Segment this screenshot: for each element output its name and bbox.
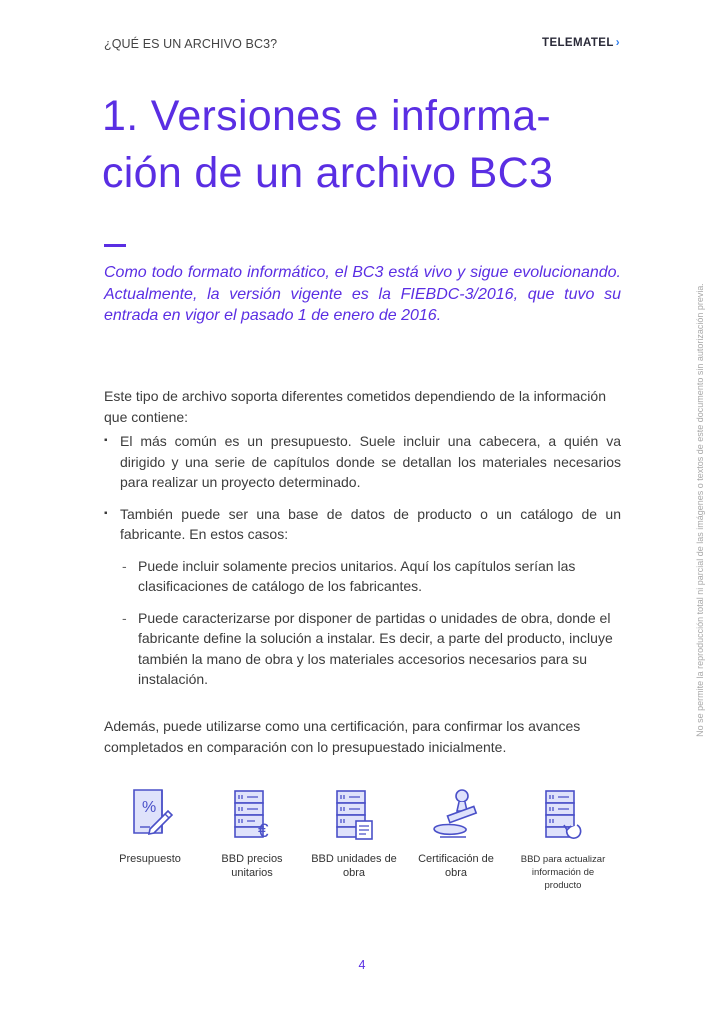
icon-label: BBD unidades de obra bbox=[311, 853, 397, 879]
budget-percent-icon bbox=[120, 785, 180, 845]
svg-text:%: % bbox=[142, 799, 157, 816]
page-title-line2: ción de un archivo BC3 bbox=[102, 149, 554, 197]
brand-logo bbox=[542, 37, 620, 49]
page-header bbox=[104, 37, 620, 53]
list-item-text: También puede ser una base de datos de producto o un catálogo de un fabricante. En estos casos: bbox=[120, 505, 621, 542]
database-refresh-icon bbox=[533, 785, 593, 845]
icon-label: Certificación de obra bbox=[418, 853, 494, 879]
copyright-notice: No se permite la reproducción total ni parcial de las imágenes o textos de este documento sin autorización previa. bbox=[695, 283, 705, 737]
icon-row bbox=[104, 785, 624, 905]
sub-bullet-marker: - bbox=[122, 609, 127, 626]
bullet-list bbox=[104, 431, 621, 701]
icon-item-bbd-unidades bbox=[308, 785, 400, 880]
list-item bbox=[104, 504, 621, 690]
database-euro-icon bbox=[222, 785, 282, 845]
icon-item-certificacion bbox=[410, 785, 502, 880]
title-divider bbox=[104, 244, 126, 247]
brand-name: TELEMATEL bbox=[542, 37, 614, 49]
intro-paragraph: Este tipo de archivo soporta diferentes cometidos dependiendo de la información que contiene: bbox=[104, 388, 606, 425]
bullet-marker: ▪ bbox=[104, 435, 108, 446]
svg-text:€: € bbox=[258, 821, 269, 842]
icon-label: BBD para actualizar información de producto bbox=[520, 854, 606, 891]
icon-item-bbd-actualizar bbox=[516, 785, 610, 892]
closing-paragraph: Además, puede utilizarse como una certificación, para confirmar los avances completados en comparación con lo presupuestado inicialmente. bbox=[104, 718, 581, 755]
icon-item-presupuesto bbox=[104, 785, 196, 867]
page-title-line1: 1. Versiones e informa- bbox=[102, 92, 552, 140]
section-title: ¿QUÉ ES UN ARCHIVO BC3? bbox=[104, 37, 278, 51]
page-number: 4 bbox=[358, 958, 366, 972]
page-title bbox=[102, 88, 642, 202]
database-document-icon bbox=[324, 785, 384, 845]
icon-item-bbd-precios bbox=[206, 785, 298, 880]
sub-list-item-text: Puede caracterizarse por disponer de partidas o unidades de obra, donde el fabricante define la solución a instalar. Es decir, a parte del producto, incluye también la mano de obra y los materiales accesorios necesarios para su instalación. bbox=[138, 609, 613, 687]
icon-label: Presupuesto bbox=[119, 853, 181, 865]
sub-list bbox=[120, 556, 621, 690]
lead-paragraph: Como todo formato informático, el BC3 está vivo y sigue evolucionando. Actualmente, la versión vigente es la FIEBDC-3/2016, que tuvo su entrada en vigor el pasado 1 de enero de 2016. bbox=[104, 264, 621, 324]
icon-label: BBD precios unitarios bbox=[221, 853, 283, 879]
list-item bbox=[104, 431, 621, 493]
stamp-icon bbox=[426, 785, 486, 845]
sub-list-item bbox=[120, 608, 621, 690]
bullet-marker: ▪ bbox=[104, 507, 108, 519]
sub-list-item-text: Puede incluir solamente precios unitarios. Aquí los capítulos serían las clasificaciones de catálogo de los fabricantes. bbox=[138, 557, 576, 594]
chevron-right-icon: › bbox=[615, 37, 620, 49]
sub-bullet-marker: - bbox=[122, 557, 127, 574]
sub-list-item bbox=[120, 556, 621, 597]
list-item-text: El más común es un presupuesto. Suele incluir una cabecera, a quién va dirigido y una serie de capítulos donde se detallan los materiales necesarios para realizar un proyecto determinado. bbox=[120, 433, 621, 490]
